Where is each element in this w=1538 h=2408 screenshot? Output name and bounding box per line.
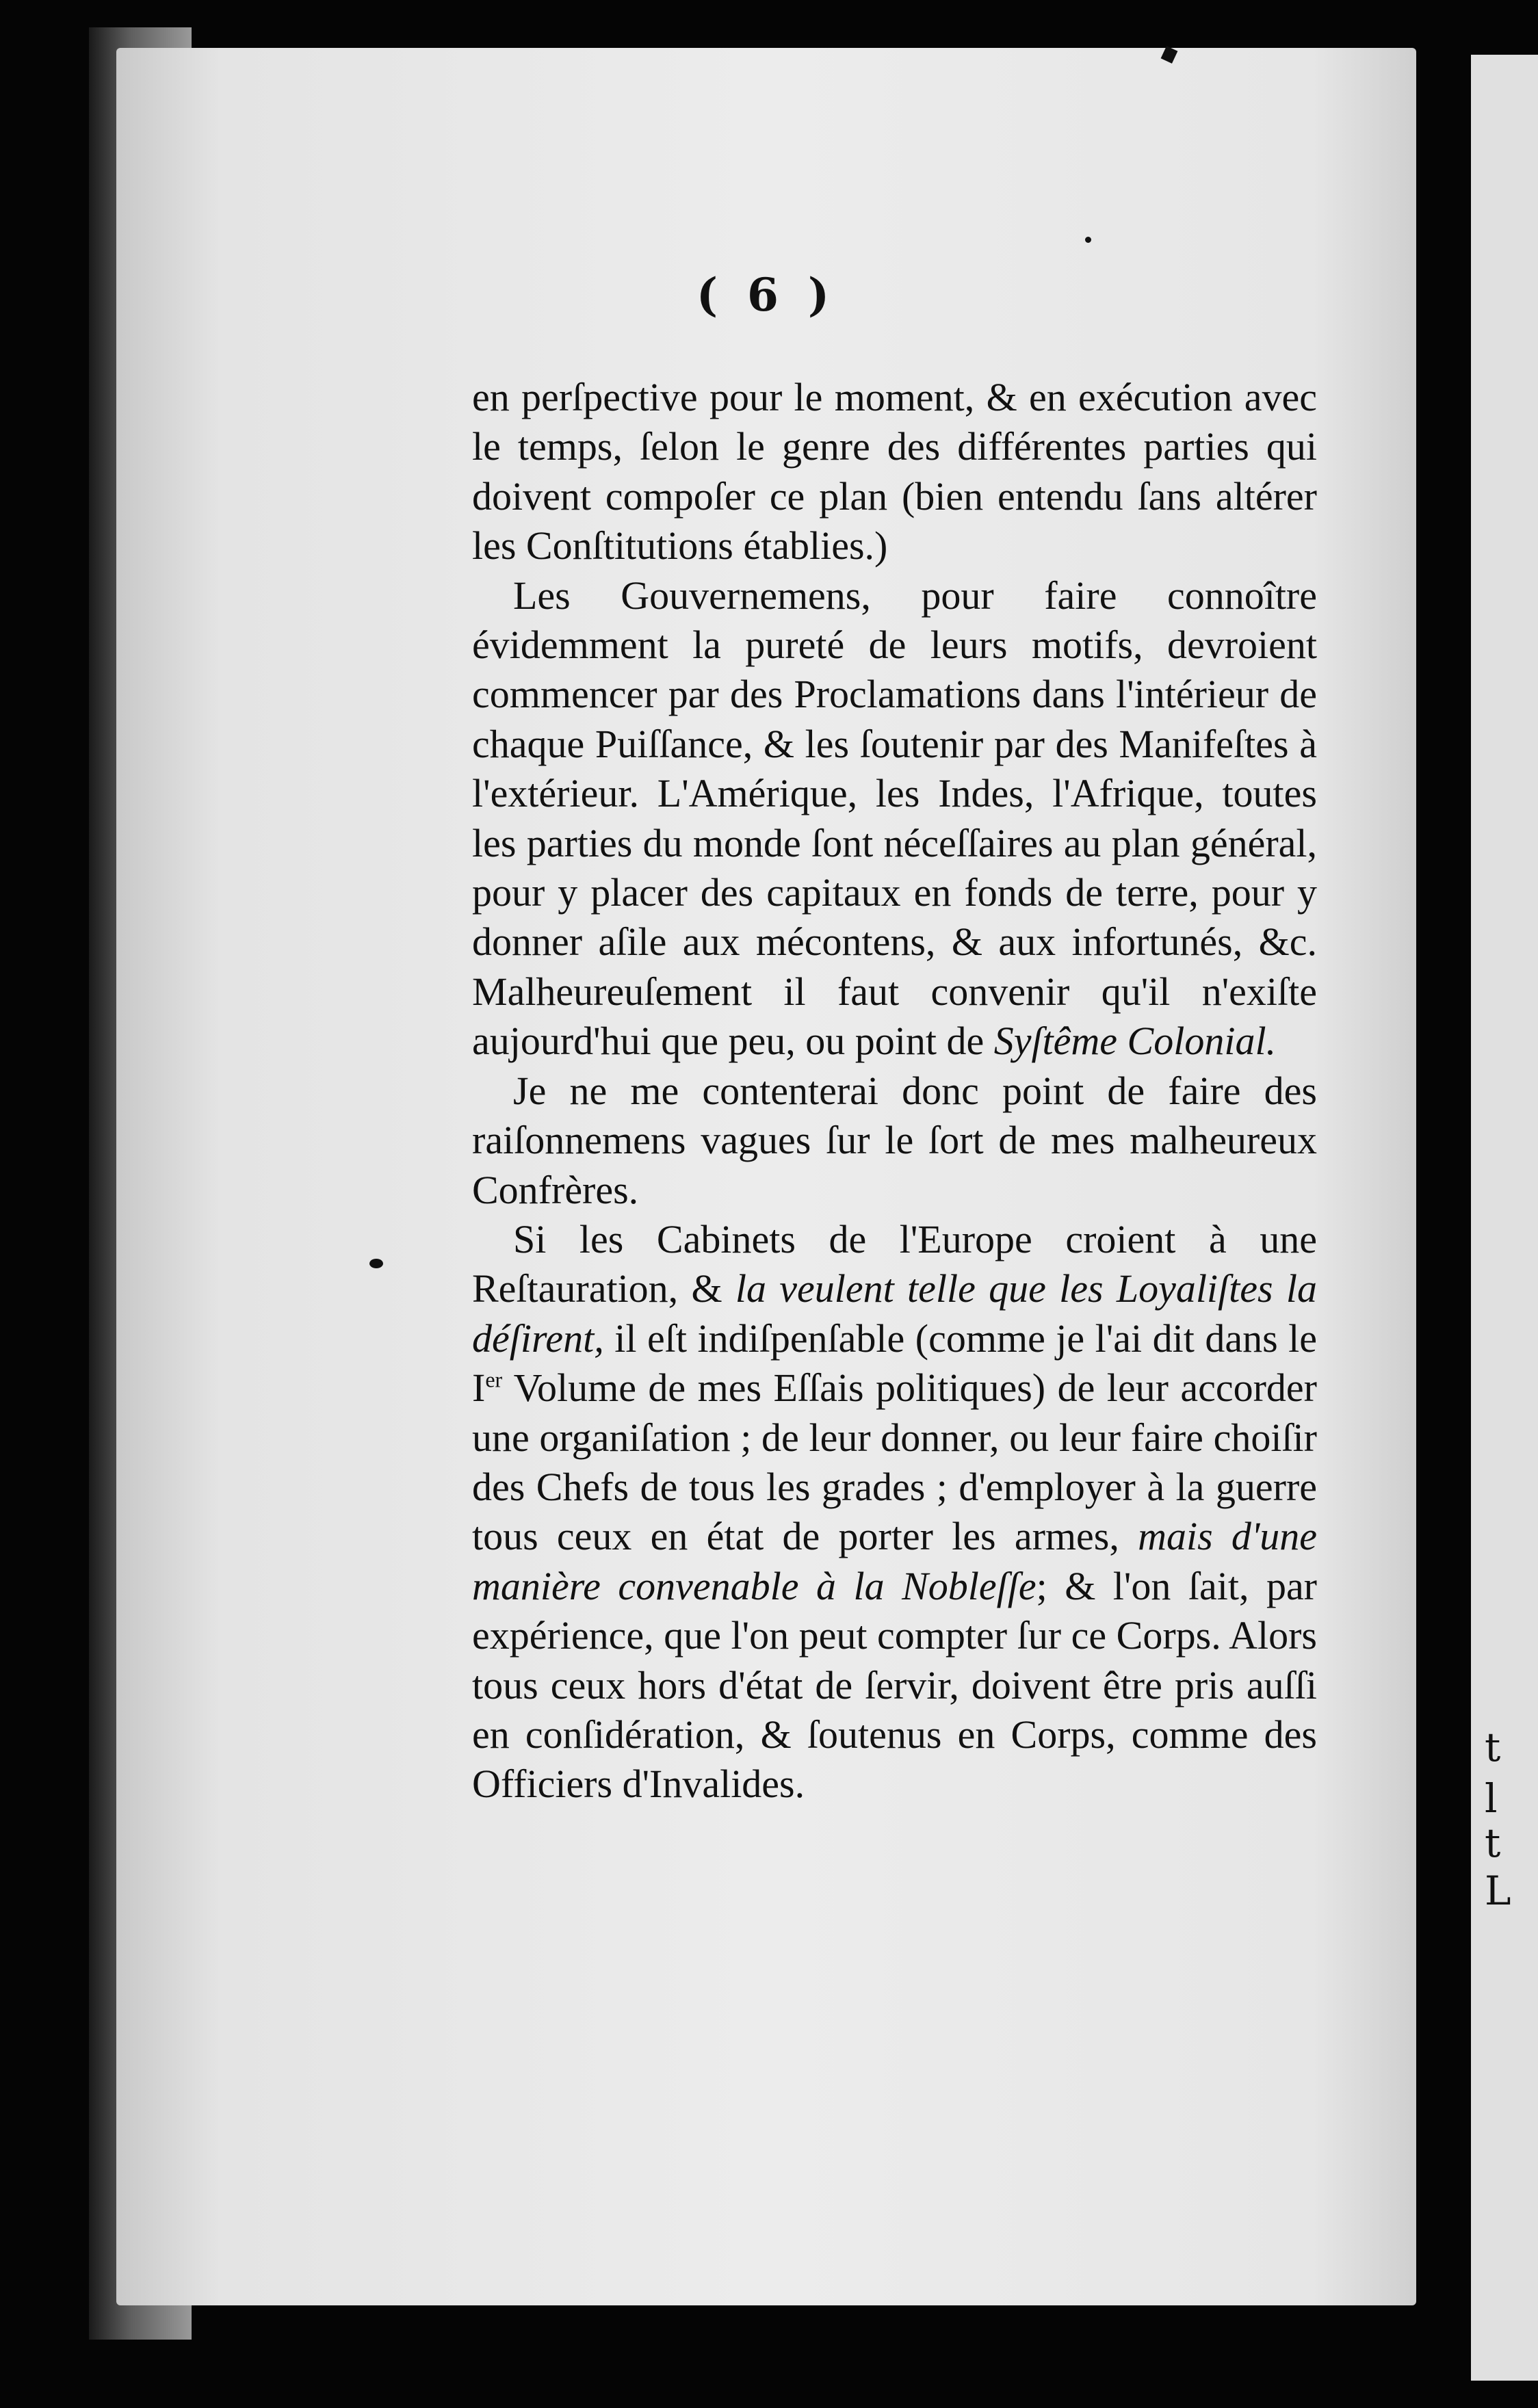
- page-number: ( 6 ): [696, 268, 837, 322]
- paragraph-text: il eſt indiſpenſable (comme je l'ai dit dans le: [614, 1316, 1318, 1361]
- ink-speck: [1161, 46, 1178, 64]
- italic-phrase: Syſtême Colonial.: [993, 1019, 1277, 1064]
- ink-speck: [1085, 237, 1091, 243]
- italic-phrase: la veulent telle que les Loyaliſtes la déſirent,: [472, 1266, 1317, 1361]
- paragraph: [472, 1215, 1317, 1809]
- paragraph-text: en perſpective pour le moment, & en exécution avec le temps, ſelon le genre des différentes parties qui doivent compoſer ce plan (bien entendu ſans altérer les Conſtitutions établies.): [472, 375, 1317, 568]
- next-page-fragment: t: [1485, 1724, 1501, 1770]
- body-text: [472, 373, 1317, 1809]
- volume-superscript: er: [485, 1367, 503, 1392]
- paragraph: [472, 571, 1317, 1066]
- paragraph-text: Volume de mes Eſſais politiques) de leur accorder une organiſation ; de leur donner, ou leur faire choiſir des Chefs de tous les grades ; d'employer à la guerre tous ceux en état de porter les armes,: [472, 1365, 1317, 1559]
- next-page-fragment: L: [1485, 1868, 1511, 1914]
- paragraph-text: Je ne me contenterai donc point de faire des raiſonnemens vagues ſur le ſort de mes malheureux Confrères.: [472, 1068, 1317, 1212]
- italic-phrase: mais d'une manière convenable à la Nobleſſe: [472, 1514, 1318, 1608]
- ink-speck: [369, 1259, 383, 1268]
- next-page-fragment: l: [1485, 1775, 1498, 1822]
- paragraph-text: Si les Cabinets de l'Europe croient à une Reſtauration, &: [472, 1216, 1317, 1311]
- next-page-fragment: t: [1485, 1820, 1501, 1866]
- next-page-edge: [1471, 55, 1538, 2381]
- volume-numeral: I: [472, 1365, 486, 1411]
- paragraph-text: Les Gouvernemens, pour faire connoître évidemment la pureté de leurs motifs, devroient commencer par des Proclamations dans l'intérieur de chaque Puiſſance, & les ſoutenir par des Manifeſtes à l'extérieur. L'Amérique, les Indes, l'Afrique, toutes les parties du monde ſont néceſſaires au plan général, pour y placer des capitaux en fonds de terre, pour y donner aſile aux mécontens, & aux infortunés, &c. Malheureuſement il faut convenir qu'il n'exiſte aujourd'hui que peu, ou point de: [472, 573, 1317, 1064]
- paragraph: [472, 1066, 1317, 1215]
- paragraph: [472, 373, 1317, 571]
- paragraph-text: ; & l'on ſait, par expérience, que l'on peut compter ſur ce Corps. Alors tous ceux hors d'état de ſervir, doivent être pris auſſi en conſidération, & ſoutenus en Corps, comme des Officiers d'Invalides.: [472, 1563, 1317, 1807]
